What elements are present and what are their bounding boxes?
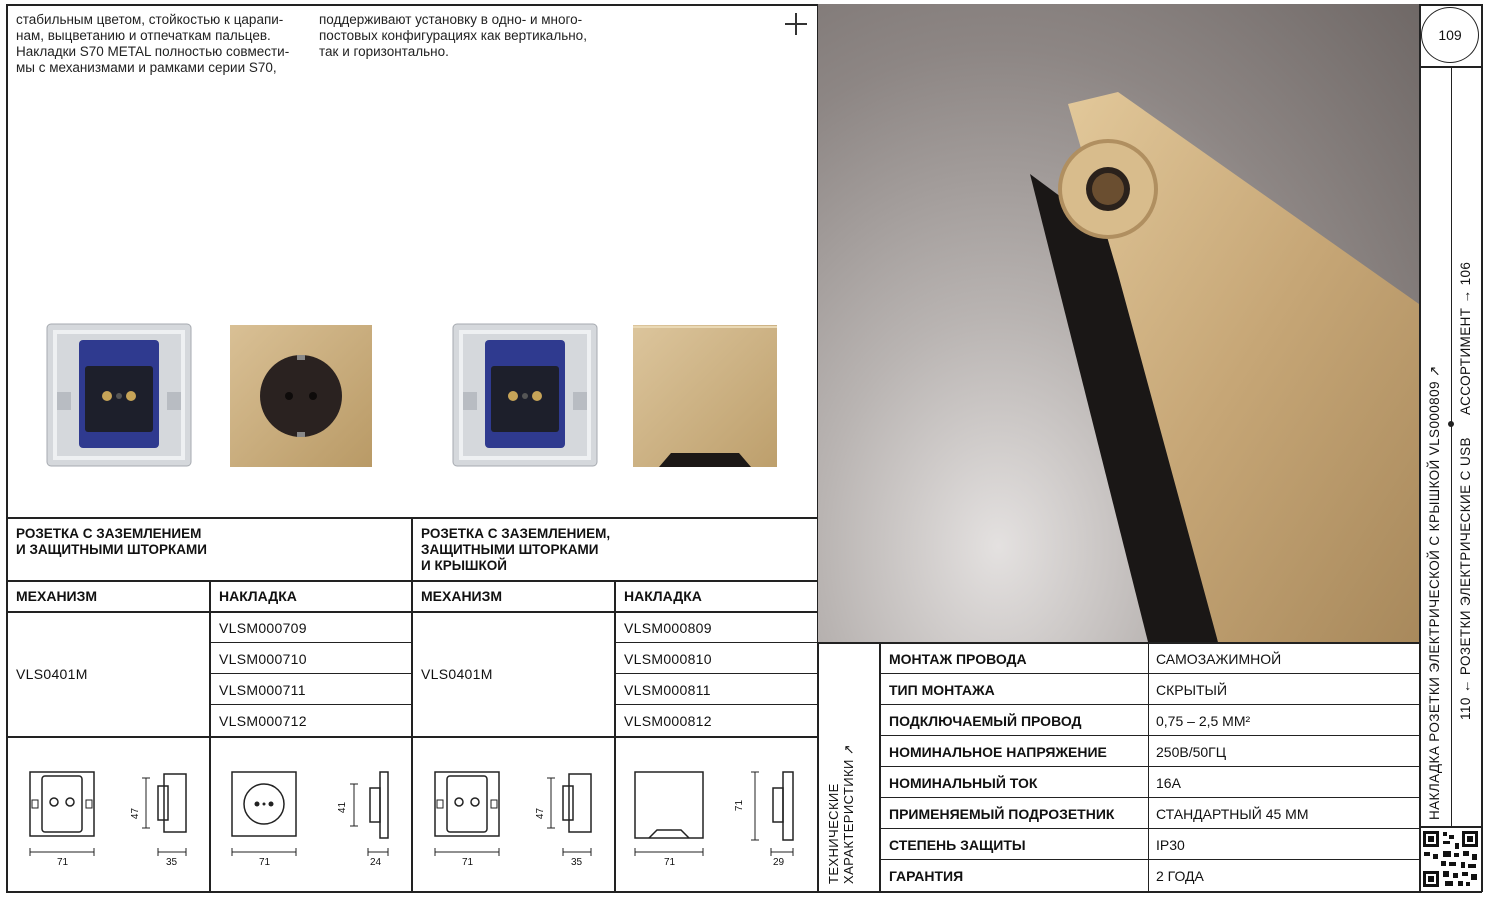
spec-key: ТИП МОНТАЖА — [889, 682, 995, 698]
frame-bottom — [6, 891, 1482, 893]
spec-key: НОМИНАЛЬНОЕ НАПРЯЖЕНИЕ — [889, 744, 1107, 760]
nav-prev-link[interactable]: 110 ← РОЗЕТКИ ЭЛЕКТРИЧЕСКИЕ С USB — [1458, 437, 1473, 720]
dim-depth: 24 — [370, 857, 382, 868]
spec-value: 2 ГОДА — [1156, 868, 1204, 884]
product-photo — [818, 4, 1419, 642]
frame-left — [6, 4, 8, 892]
qr-code-icon[interactable] — [1421, 829, 1480, 889]
nav-next-link[interactable]: АССОРТИМЕНТ → 106 — [1458, 261, 1473, 415]
variant-2-cover-code: VLSM000812 — [624, 713, 712, 729]
drawing-mechanism-2 — [425, 762, 605, 872]
variant-2-title: РОЗЕТКА С ЗАЗЕМЛЕНИЕМ, ЗАЩИТНЫМИ ШТОРКАМИ И КРЫШКОЙ — [421, 526, 611, 573]
mechanism-image-1 — [45, 322, 193, 468]
frame-right — [1481, 4, 1483, 892]
intro-col-2: поддерживают установку в одно- и много- постовых конфигурациях как вертикально, так и горизонтально. — [319, 12, 587, 59]
variant-2-col-mechanism: МЕХАНИЗМ — [421, 588, 503, 604]
spec-value: САМОЗАЖИМНОЙ — [1156, 651, 1282, 667]
spec-key: МОНТАЖ ПРОВОДА — [889, 651, 1027, 667]
dim-width: 71 — [57, 857, 69, 868]
variant-1-col-cover: НАКЛАДКА — [219, 588, 297, 604]
variant-1-col-mechanism: МЕХАНИЗМ — [16, 588, 98, 604]
dim-width: 71 — [664, 857, 676, 868]
variant-1-cover-code: VLSM000710 — [219, 651, 307, 667]
variant-1-title: РОЗЕТКА С ЗАЗЕМЛЕНИЕМ И ЗАЩИТНЫМИ ШТОРКАМИ — [16, 526, 207, 557]
dim-height: 47 — [535, 807, 547, 820]
spec-value: 250В/50ГЦ — [1156, 744, 1227, 760]
spec-value: 0,75 – 2,5 ММ² — [1156, 713, 1251, 729]
variant-2-col-cover: НАКЛАДКА — [624, 588, 702, 604]
spec-key: НОМИНАЛЬНЫЙ ТОК — [889, 775, 1038, 791]
variant-1-cover-code: VLSM000709 — [219, 620, 307, 636]
plus-icon — [785, 13, 807, 35]
dim-depth: 35 — [571, 857, 583, 868]
spec-key: ПРИМЕНЯЕМЫЙ ПОДРОЗЕТНИК — [889, 806, 1115, 822]
dim-width: 71 — [462, 857, 474, 868]
dim-height: 47 — [130, 807, 142, 820]
drawing-mechanism-1 — [20, 762, 200, 872]
mechanism-image-2 — [451, 322, 599, 468]
page-number: 109 — [1421, 7, 1479, 63]
dim-depth: 29 — [773, 857, 785, 868]
spec-value: СТАНДАРТНЫЙ 45 ММ — [1156, 806, 1309, 822]
spec-key: ПОДКЛЮЧАЕМЫЙ ПРОВОД — [889, 713, 1082, 729]
intro-col-1: стабильным цветом, стойкостью к царапи- нам, выцветанию и отпечаткам пальцев. Накладки S70 METAL полностью совмести- мы с механизмами и рамками серии S70, — [16, 12, 290, 75]
variant-1-mechanism-code: VLS0401M — [16, 666, 88, 682]
specs-section-label: ТЕХНИЧЕСКИЕ ХАРАКТЕРИСТИКИ ↗ — [826, 743, 856, 884]
dim-height: 41 — [337, 801, 349, 814]
dim-width: 71 — [259, 857, 271, 868]
variant-1-cover-code: VLSM000711 — [219, 682, 306, 698]
drawing-cover-1 — [222, 762, 402, 872]
dim-depth: 35 — [166, 857, 178, 868]
cover-image-2 — [633, 325, 777, 467]
variant-2-mechanism-code: VLS0401M — [421, 666, 493, 682]
spec-value: IP30 — [1156, 837, 1185, 853]
drawing-cover-2 — [625, 762, 805, 872]
variant-1-cover-code: VLSM000712 — [219, 713, 307, 729]
spec-key: СТЕПЕНЬ ЗАЩИТЫ — [889, 837, 1026, 853]
nav-dot — [1448, 421, 1454, 427]
variant-2-cover-code: VLSM000809 — [624, 620, 712, 636]
spec-key: ГАРАНТИЯ — [889, 868, 964, 884]
spec-value: 16А — [1156, 775, 1181, 791]
variant-2-cover-code: VLSM000811 — [624, 682, 711, 698]
side-product-title: НАКЛАДКА РОЗЕТКИ ЭЛЕКТРИЧЕСКОЙ С КРЫШКОЙ VLS000809 ↗ — [1427, 365, 1442, 820]
variant-2-cover-code: VLSM000810 — [624, 651, 712, 667]
cover-image-1 — [230, 325, 372, 467]
spec-value: СКРЫТЫЙ — [1156, 682, 1228, 698]
dim-height: 71 — [734, 799, 746, 812]
